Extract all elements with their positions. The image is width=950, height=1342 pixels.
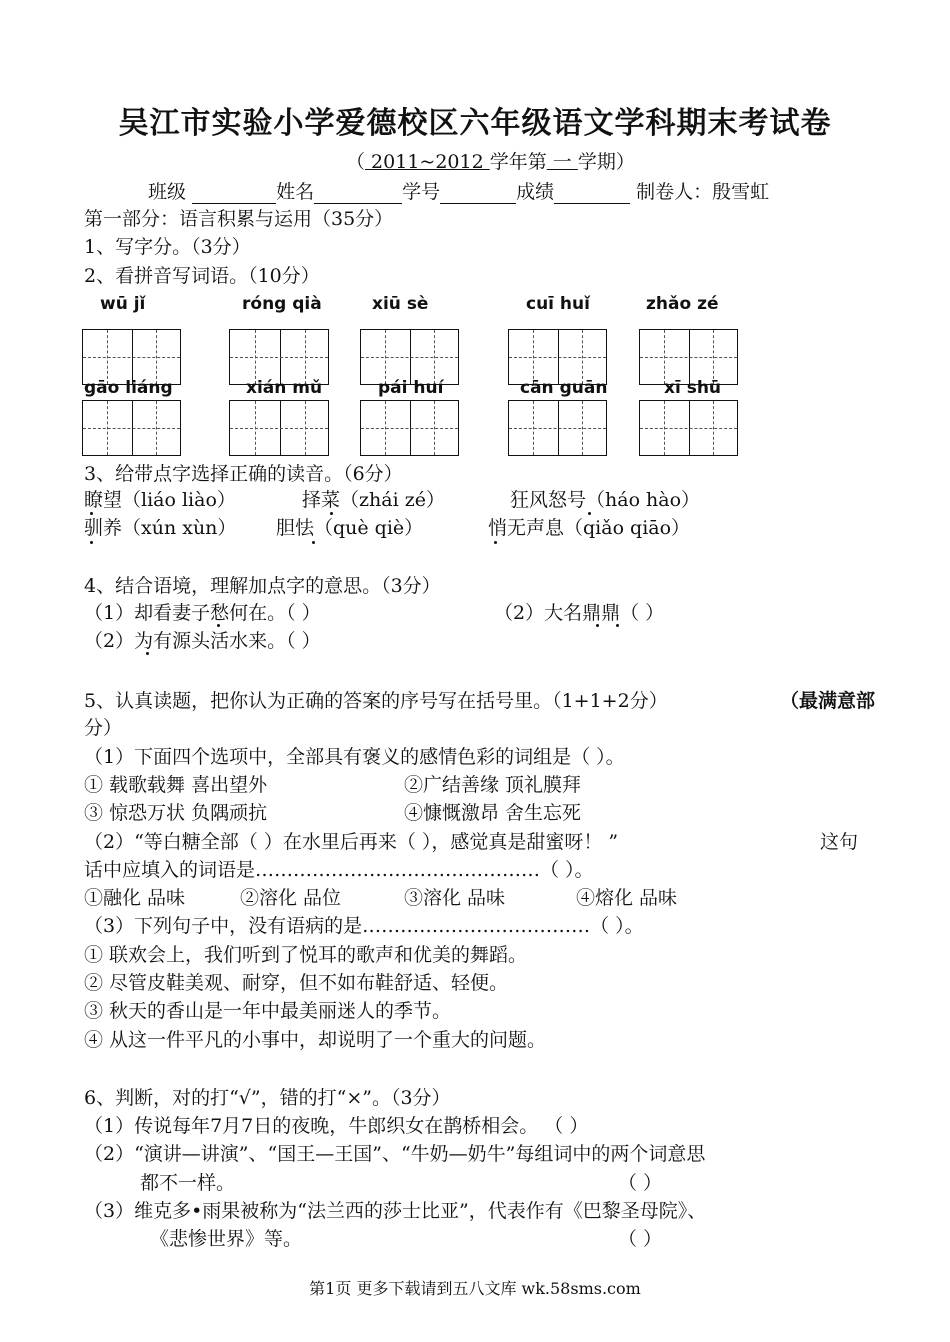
pinyin-5: zhǎo zé: [646, 294, 719, 314]
q5-note: （最满意部: [780, 690, 876, 712]
emphasis-dot: [494, 541, 497, 544]
name-field[interactable]: [314, 183, 402, 204]
writing-grid[interactable]: [82, 400, 181, 456]
q3-item: 驯养（xún xùn）: [84, 517, 237, 539]
q4-item-3: （2）为有源头活水来。（ ）: [84, 630, 321, 652]
q2-heading: 2、看拼音写词语。（10分）: [84, 265, 320, 287]
option: ③ 秋天的香山是一年中最美丽迷人的季节。: [84, 1000, 452, 1022]
id-label: 学号: [402, 181, 441, 203]
emphasis-dot: [312, 541, 315, 544]
writing-grid[interactable]: [229, 329, 329, 385]
pinyin-7: xián mǔ: [246, 378, 323, 398]
emphasis-dot: [616, 624, 619, 627]
option: ① 载歌载舞 喜出望外: [84, 774, 268, 796]
term-open: （: [346, 151, 366, 173]
option: ①融化 品味: [84, 887, 186, 909]
name-label: 姓名: [276, 181, 315, 203]
emphasis-dot: [146, 652, 149, 655]
q3-item: 胆怯（què qiè）: [276, 517, 424, 539]
score-field[interactable]: [554, 183, 630, 204]
pinyin-8: pái huí: [378, 378, 444, 398]
term-mid: 学年第: [489, 151, 547, 173]
q6-item-1: （1）传说每年7月7日的夜晚，牛郎织女在鹊桥相会。 （ ）: [84, 1115, 589, 1137]
option: ④熔化 品味: [576, 887, 678, 909]
option: ① 联欢会上，我们听到了悦耳的歌声和优美的舞蹈。: [84, 944, 528, 966]
option: ③ 惊恐万状 负隅顽抗: [84, 802, 268, 824]
writing-grid[interactable]: [360, 400, 459, 456]
writing-grid[interactable]: [639, 329, 738, 385]
q6-item-3: （3）维克多•雨果被称为“法兰西的莎士比亚”，代表作有《巴黎圣母院》、: [84, 1200, 707, 1222]
id-field[interactable]: [440, 183, 516, 204]
q5-item-3: （3）下列句子中，没有语病的是………………………………（ ）。: [84, 915, 644, 937]
writing-grid[interactable]: [82, 329, 181, 385]
answer-bracket[interactable]: （ ）: [618, 1172, 663, 1194]
pinyin-3: xiū sè: [372, 294, 429, 314]
option: ④ 从这一件平凡的小事中，却说明了一个重大的问题。: [84, 1029, 547, 1051]
q6-heading: 6、判断，对的打“√”，错的打“×”。（3分）: [84, 1087, 451, 1109]
page-footer: 第1页 更多下载请到五八文库 wk.58sms.com: [309, 1279, 641, 1298]
page-title: 吴江市实验小学爱德校区六年级语文学科期末考试卷: [118, 106, 832, 141]
emphasis-dot: [596, 624, 599, 627]
q3-item: 狂风怒号（háo hào）: [510, 489, 701, 511]
q4-heading: 4、结合语境，理解加点字的意思。（3分）: [84, 575, 441, 597]
q6-item-2: （2）“演讲—讲演”、“国王—王国”、“牛奶—奶牛”每组词中的两个词意思: [84, 1143, 706, 1165]
term-line: [346, 150, 635, 174]
pinyin-2: róng qià: [242, 294, 322, 314]
term-close: 学期）: [577, 151, 635, 173]
score-label: 成绩: [516, 181, 555, 203]
emphasis-dot: [217, 624, 220, 627]
writing-grid[interactable]: [508, 329, 607, 385]
q3-item: 瞭望（liáo liào）: [84, 489, 236, 511]
maker-label: 制卷人：殷雪虹: [636, 181, 770, 203]
writing-grid[interactable]: [360, 329, 459, 385]
pinyin-4: cuī huǐ: [526, 294, 590, 314]
q1-heading: 1、写字分。（3分）: [84, 236, 251, 258]
info-line: [148, 180, 769, 204]
writing-grid[interactable]: [229, 400, 329, 456]
option: ②溶化 品位: [240, 887, 342, 909]
q5-item-2-tail: 这句: [820, 831, 859, 853]
class-field[interactable]: [192, 183, 276, 204]
q5-heading: 5、认真读题，把你认为正确的答案的序号写在括号里。（1+1+2分）: [84, 690, 668, 712]
term-num: 一: [546, 151, 578, 173]
pinyin-9: cān guān: [520, 378, 608, 398]
part1-heading: 第一部分：语言积累与运用（35分）: [84, 208, 394, 230]
option: ④慷慨激昂 舍生忘死: [404, 802, 582, 824]
option: ③溶化 品味: [404, 887, 506, 909]
q5-item-2-cont: 话中应填入的词语是………………………………………（ ）。: [84, 859, 594, 881]
q4-item-2: （2）大名鼎鼎（ ）: [494, 602, 665, 624]
q5-item-2: （2）“等白糖全部（ ）在水里后再来（ ），感觉真是甜蜜呀！ ”: [84, 831, 619, 853]
pinyin-6: gāo liáng: [84, 378, 173, 398]
term-years: 2011~2012: [365, 151, 490, 173]
pinyin-10: xī shū: [664, 378, 722, 398]
option: ② 尽管皮鞋美观、耐穿，但不如布鞋舒适、轻便。: [84, 972, 509, 994]
q3-item: 择菜（zhái zé）: [302, 489, 445, 511]
q5-item-1: （1）下面四个选项中，全部具有褒义的感情色彩的词组是（ ）。: [84, 746, 625, 768]
q6-item-2-cont: 都不一样。: [140, 1172, 236, 1194]
answer-bracket[interactable]: （ ）: [618, 1228, 663, 1250]
emphasis-dot: [330, 512, 333, 515]
option: ②广结善缘 顶礼膜拜: [404, 774, 582, 796]
q6-item-3-cont: 《悲惨世界》等。: [150, 1228, 303, 1250]
q3-item: 悄无声息（qiǎo qiāo）: [488, 517, 691, 539]
emphasis-dot: [90, 512, 93, 515]
class-label: 班级: [148, 181, 187, 203]
q3-heading: 3、给带点字选择正确的读音。（6分）: [84, 463, 403, 485]
q4-item-1: （1）却看妻子愁何在。（ ）: [84, 602, 321, 624]
writing-grid[interactable]: [639, 400, 738, 456]
writing-grid[interactable]: [508, 400, 607, 456]
q5-note-tail: 分）: [84, 717, 123, 739]
emphasis-dot: [90, 541, 93, 544]
emphasis-dot: [588, 512, 591, 515]
pinyin-1: wū jǐ: [100, 294, 146, 314]
